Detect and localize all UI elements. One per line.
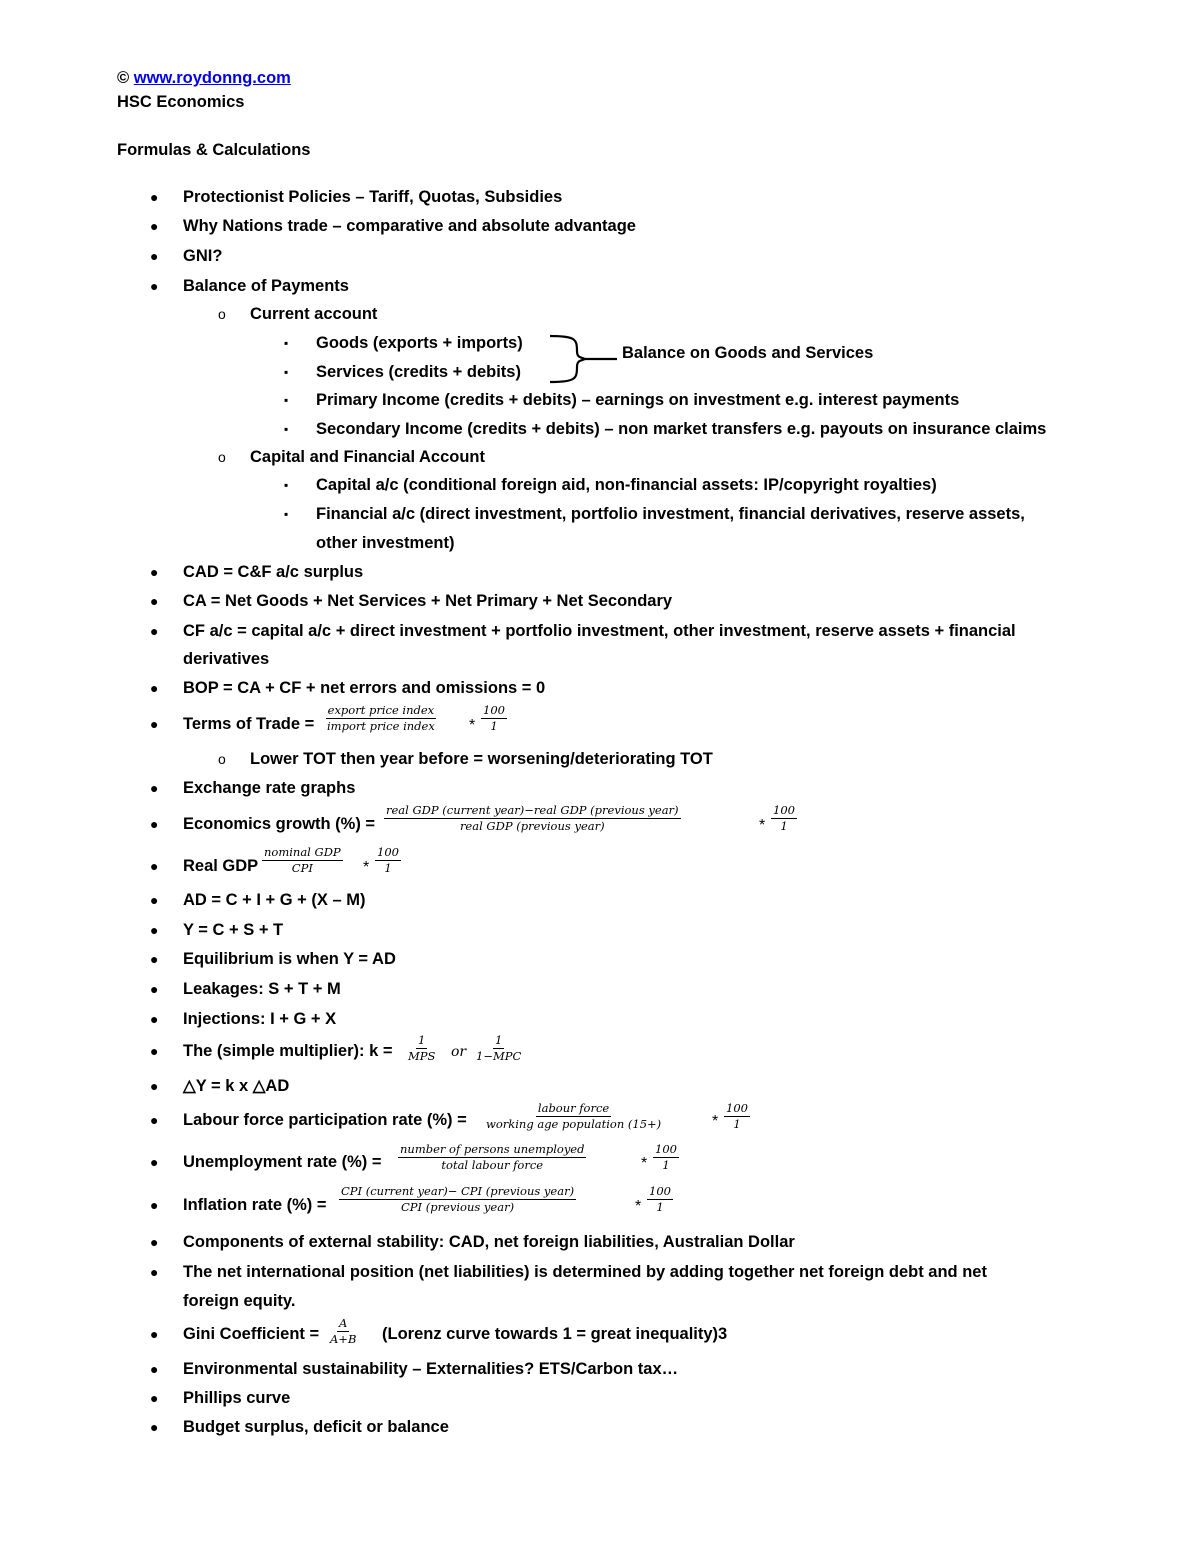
multiplier-label: The (simple multiplier): k = (183, 1042, 393, 1060)
times-sign: * (363, 859, 370, 876)
bullet: ● (150, 1361, 159, 1377)
bullet: ● (150, 1043, 159, 1059)
fraction-denominator: 1 (780, 819, 788, 833)
item-goods: Goods (exports + imports) (316, 334, 523, 352)
item-cf-cont: derivatives (183, 650, 270, 668)
fraction-numerator: 100 (773, 803, 795, 817)
item-environment: Environmental sustainability – Externalities? ETS/Carbon tax… (183, 1360, 679, 1378)
multiplier-fraction-1 (406, 1034, 437, 1063)
lfpr-label: Labour force participation rate (%) = (183, 1111, 467, 1129)
item-nip: The net international position (net liabilities) is determined by adding together net foreign debt and net (183, 1263, 987, 1281)
page-heading: Formulas & Calculations (117, 141, 311, 159)
bullet: ● (150, 780, 159, 796)
unemp-label: Unemployment rate (%) = (183, 1153, 382, 1171)
item-financial-ac: Financial a/c (direct investment, portfolio investment, financial derivatives, reserve assets, (316, 505, 1025, 523)
real-gdp-label: Real GDP (183, 857, 259, 875)
course-title: HSC Economics (117, 93, 245, 111)
fraction-denominator: MPS (408, 1049, 436, 1063)
times-sign: * (469, 717, 476, 734)
real-gdp-numerator: nominal GDP (264, 845, 341, 859)
item-secondary-income: Secondary Income (credits + debits) – non market transfers e.g. payouts on insurance claims (316, 420, 1047, 438)
bullet: ● (150, 1390, 159, 1406)
item-injections: Injections: I + G + X (183, 1010, 337, 1028)
bullet: ● (150, 1197, 159, 1213)
bullet: ● (150, 623, 159, 639)
bullet: ● (150, 922, 159, 938)
bullet: ● (150, 1419, 159, 1435)
lfpr-fraction (484, 1102, 663, 1131)
item-cad: CAD = C&F a/c surplus (183, 563, 364, 581)
growth-denominator: real GDP (previous year) (459, 819, 605, 833)
brace-icon (545, 333, 620, 385)
fraction-denominator: 1 (656, 1200, 664, 1214)
square-bullet: ▪ (284, 507, 289, 521)
fraction-denominator: working age population (15+) (486, 1117, 662, 1131)
item-bop-formula: BOP = CA + CF + net errors and omissions = 0 (183, 679, 546, 697)
item-delta-y: △Y = k x △AD (183, 1077, 290, 1095)
real-gdp-denominator: CPI (291, 861, 313, 875)
bullet: ● (150, 248, 159, 264)
bullet: ● (150, 1234, 159, 1250)
item-y: Y = C + S + T (183, 921, 284, 939)
copyright-symbol: © (117, 69, 130, 87)
fraction-numerator: 100 (726, 1101, 748, 1115)
tot-denominator: import price index (327, 719, 435, 733)
or-text: or (451, 1044, 467, 1060)
bullet: ● (150, 716, 159, 732)
fraction-numerator: number of persons unemployed (400, 1142, 585, 1156)
tot-fraction (325, 704, 437, 733)
bullet: ● (150, 1326, 159, 1342)
bullet: ● (150, 1078, 159, 1094)
item-current-account: Current account (250, 305, 378, 323)
item-budget: Budget surplus, deficit or balance (183, 1418, 449, 1436)
item-capital-ac: Capital a/c (conditional foreign aid, non-financial assets: IP/copyright royalties) (316, 476, 937, 494)
item-bop: Balance of Payments (183, 277, 349, 295)
growth-numerator: real GDP (current year)−real GDP (previous year) (386, 803, 679, 817)
fraction-numerator: A (339, 1316, 348, 1330)
item-external-stability: Components of external stability: CAD, net foreign liabilities, Australian Dollar (183, 1233, 795, 1251)
item-why-trade: Why Nations trade – comparative and absolute advantage (183, 217, 636, 235)
header-line (117, 67, 291, 89)
item-exchange-rate: Exchange rate graphs (183, 779, 356, 797)
tot-numerator: export price index (327, 703, 435, 717)
item-financial-ac-cont: other investment) (316, 534, 455, 552)
hundred-fraction (771, 804, 797, 833)
times-sign: * (712, 1113, 719, 1130)
unemp-fraction (398, 1143, 586, 1172)
bullet: ● (150, 1154, 159, 1170)
item-protectionist: Protectionist Policies – Tariff, Quotas, Subsidies (183, 188, 563, 206)
balance-goods-services-label: Balance on Goods and Services (622, 344, 874, 362)
fraction-denominator: 1 (662, 1158, 670, 1172)
hundred-fraction (724, 1102, 750, 1131)
bullet: ● (150, 218, 159, 234)
bullet: ● (150, 1264, 159, 1280)
square-bullet: ▪ (284, 393, 289, 407)
infl-fraction (339, 1185, 576, 1214)
fraction-denominator: A+B (330, 1332, 357, 1346)
circle-bullet: o (218, 449, 226, 465)
fraction-denominator: 1 (384, 861, 392, 875)
fraction-numerator: 1 (418, 1033, 426, 1047)
hundred-fraction (481, 704, 507, 733)
item-capital-financial: Capital and Financial Account (250, 448, 486, 466)
circle-bullet: o (218, 306, 226, 322)
item-equilibrium: Equilibrium is when Y = AD (183, 950, 396, 968)
item-nip-cont: foreign equity. (183, 1292, 296, 1310)
real-gdp-fraction (262, 846, 343, 875)
fraction-numerator: 100 (649, 1184, 671, 1198)
fraction-numerator: 100 (377, 845, 399, 859)
fraction-numerator: CPI (current year)− CPI (previous year) (341, 1184, 575, 1198)
hundred-fraction (375, 846, 401, 875)
tot-label: Terms of Trade = (183, 715, 315, 733)
gini-label: Gini Coefficient = (183, 1325, 320, 1343)
fraction-denominator: total labour force (441, 1158, 544, 1172)
bullet: ● (150, 858, 159, 874)
fraction-numerator: labour force (537, 1101, 610, 1115)
item-gni: GNI? (183, 247, 223, 265)
item-ca: CA = Net Goods + Net Services + Net Primary + Net Secondary (183, 592, 673, 610)
item-services: Services (credits + debits) (316, 363, 521, 381)
fraction-denominator: CPI (previous year) (400, 1200, 515, 1214)
gini-note: (Lorenz curve towards 1 = great inequality)3 (382, 1325, 728, 1343)
fraction-numerator: 100 (483, 703, 505, 717)
square-bullet: ▪ (284, 422, 289, 436)
times-sign: * (759, 817, 766, 834)
bullet: ● (150, 1011, 159, 1027)
square-bullet: ▪ (284, 478, 289, 492)
bullet: ● (150, 892, 159, 908)
square-bullet: ▪ (284, 336, 289, 350)
bullet: ● (150, 564, 159, 580)
bullet: ● (150, 278, 159, 294)
circle-bullet: o (218, 751, 226, 767)
growth-fraction (384, 804, 681, 833)
growth-label: Economics growth (%) = (183, 815, 376, 833)
item-leakages: Leakages: S + T + M (183, 980, 341, 998)
hundred-fraction (647, 1185, 673, 1214)
item-cf: CF a/c = capital a/c + direct investment + portfolio investment, other investment, reserve assets + financial (183, 622, 1016, 640)
hundred-fraction (653, 1143, 679, 1172)
bullet: ● (150, 816, 159, 832)
site-link[interactable]: www.roydonng.com (133, 69, 291, 87)
fraction-numerator: 100 (655, 1142, 677, 1156)
infl-label: Inflation rate (%) = (183, 1196, 327, 1214)
item-primary-income: Primary Income (credits + debits) – earnings on investment e.g. interest payments (316, 391, 960, 409)
gini-fraction (328, 1317, 358, 1346)
bullet: ● (150, 981, 159, 997)
bullet: ● (150, 593, 159, 609)
item-ad: AD = C + I + G + (X – M) (183, 891, 366, 909)
fraction-denominator: 1−MPC (476, 1049, 522, 1063)
bullet: ● (150, 189, 159, 205)
times-sign: * (641, 1155, 648, 1172)
fraction-denominator: 1 (490, 719, 498, 733)
times-sign: * (635, 1198, 642, 1215)
item-phillips: Phillips curve (183, 1389, 291, 1407)
square-bullet: ▪ (284, 365, 289, 379)
bullet: ● (150, 951, 159, 967)
fraction-denominator: 1 (733, 1117, 741, 1131)
fraction-numerator: 1 (494, 1033, 503, 1047)
bullet: ● (150, 1112, 159, 1128)
bullet: ● (150, 680, 159, 696)
tot-note: Lower TOT then year before = worsening/deteriorating TOT (250, 750, 713, 768)
multiplier-fraction-2 (474, 1034, 523, 1063)
